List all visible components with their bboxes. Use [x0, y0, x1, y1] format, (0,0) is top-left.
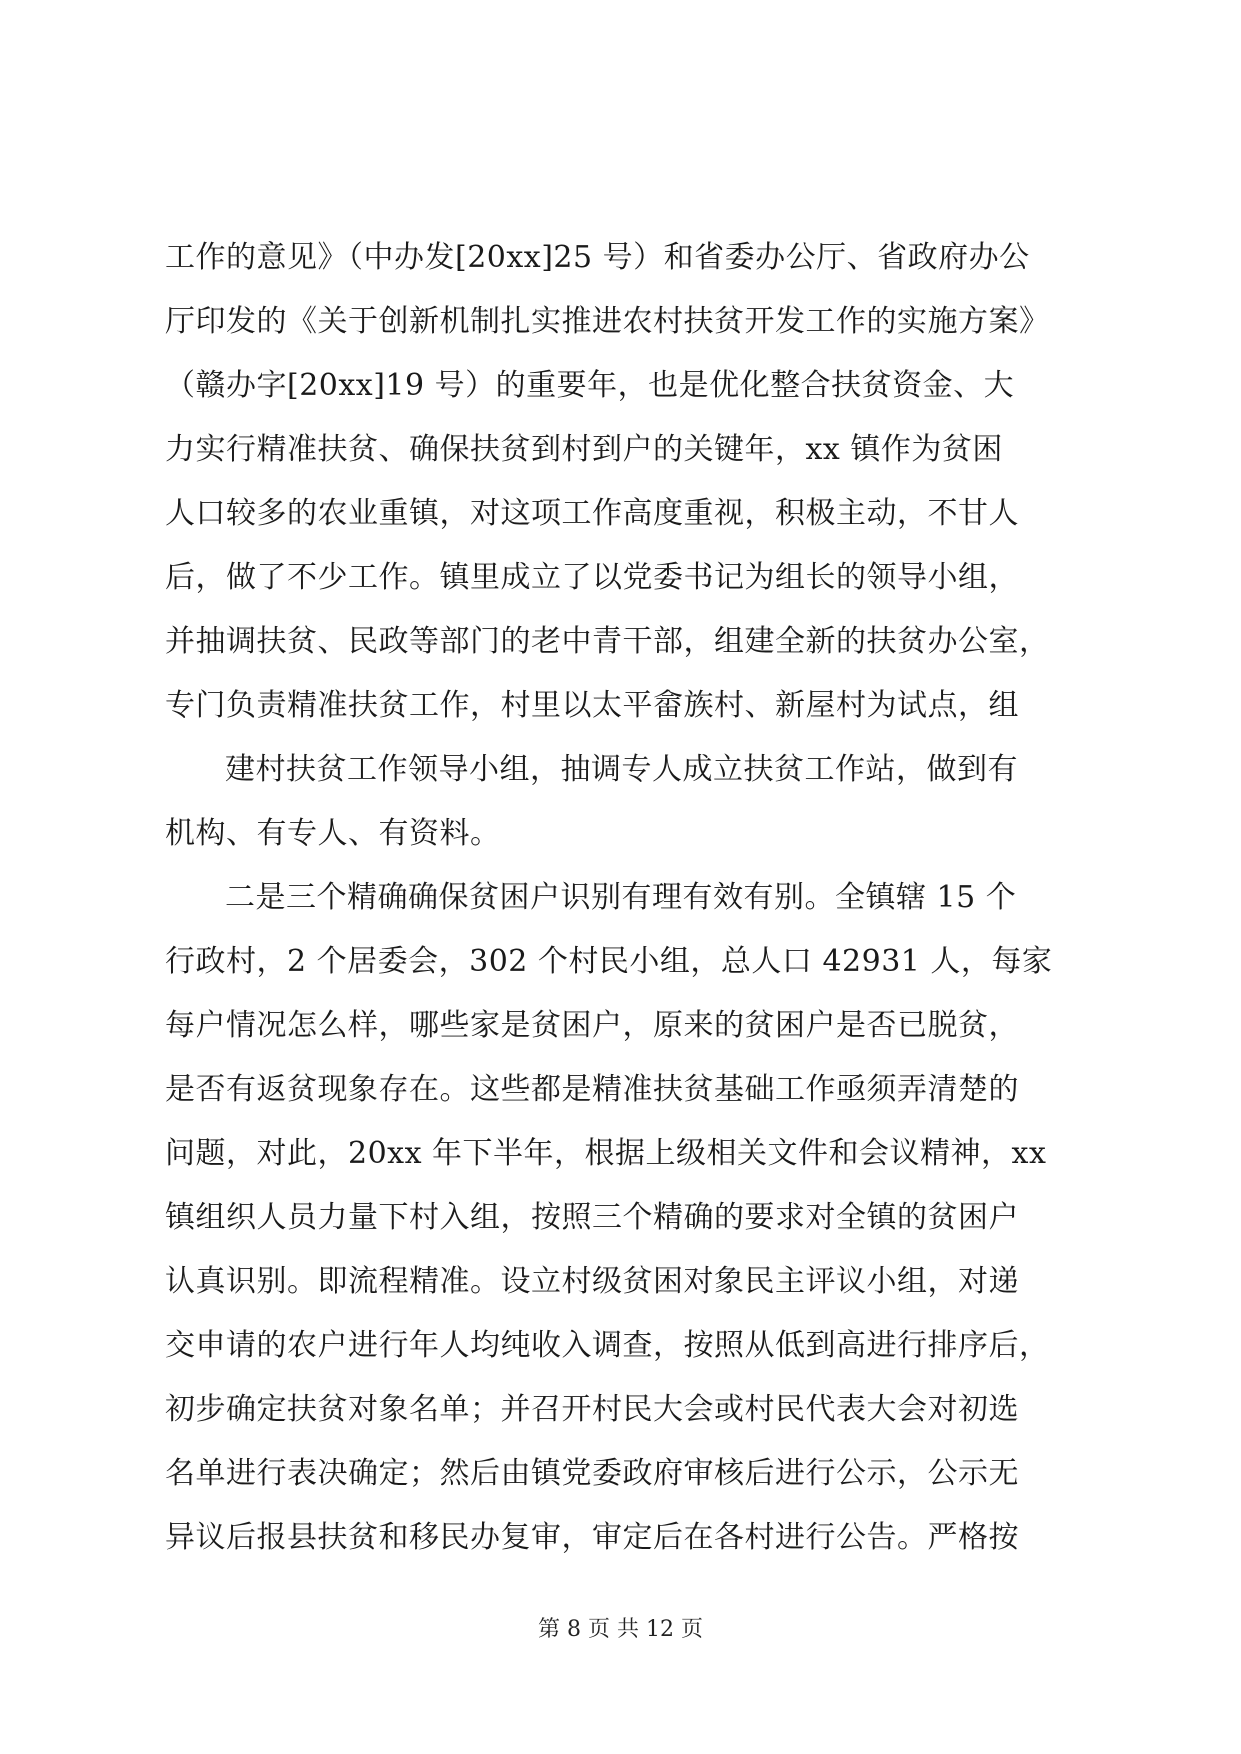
- text-line: 名单进行表决确定；然后由镇党委政府审核后进行公示，公示无: [165, 1456, 1019, 1491]
- text-line: 每户情况怎么样，哪些家是贫困户，原来的贫困户是否已脱贫，: [165, 1008, 1019, 1043]
- page-footer: 第 8 页 共 12 页: [538, 1617, 703, 1642]
- text-line: 交申请的农户进行年人均纯收入调查，按照从低到高进行排序后，: [165, 1328, 1050, 1363]
- text-line: 认真识别。即流程精准。设立村级贫困对象民主评议小组，对递: [165, 1264, 1019, 1299]
- text-line: 力实行精准扶贫、确保扶贫到村到户的关键年，xx 镇作为贫困: [165, 432, 1003, 467]
- text-line: 建村扶贫工作领导小组，抽调专人成立扶贫工作站，做到有: [225, 752, 1018, 787]
- text-line: 工作的意见》（中办发[20xx]25 号）和省委办公厅、省政府办公: [165, 240, 1030, 275]
- text-line: 专门负责精准扶贫工作，村里以太平畲族村、新屋村为试点，组: [165, 688, 1019, 723]
- text-line: 并抽调扶贫、民政等部门的老中青干部，组建全新的扶贫办公室，: [165, 624, 1050, 659]
- text-line: 是否有返贫现象存在。这些都是精准扶贫基础工作亟须弄清楚的: [165, 1072, 1019, 1107]
- text-line: （赣办字[20xx]19 号）的重要年，也是优化整合扶贫资金、大: [165, 368, 1015, 403]
- text-line: 后，做了不少工作。镇里成立了以党委书记为组长的领导小组，: [165, 560, 1019, 595]
- text-line: 行政村，2 个居委会，302 个村民小组，总人口 42931 人，每家: [165, 944, 1053, 979]
- text-line: 机构、有专人、有资料。: [165, 816, 501, 851]
- document-body: [165, 226, 1115, 1570]
- text-line: 初步确定扶贫对象名单；并召开村民大会或村民代表大会对初选: [165, 1392, 1019, 1427]
- text-line: 镇组织人员力量下村入组，按照三个精确的要求对全镇的贫困户: [165, 1200, 1019, 1235]
- text-line: 问题，对此，20xx 年下半年，根据上级相关文件和会议精神，xx: [165, 1136, 1047, 1171]
- text-line: 异议后报县扶贫和移民办复审，审定后在各村进行公告。严格按: [165, 1520, 1019, 1555]
- text-line: 人口较多的农业重镇，对这项工作高度重视，积极主动，不甘人: [165, 496, 1019, 531]
- text-line: 二是三个精确确保贫困户识别有理有效有别。全镇辖 15 个: [225, 880, 1017, 915]
- text-line: 厅印发的《关于创新机制扎实推进农村扶贫开发工作的实施方案》: [165, 304, 1050, 339]
